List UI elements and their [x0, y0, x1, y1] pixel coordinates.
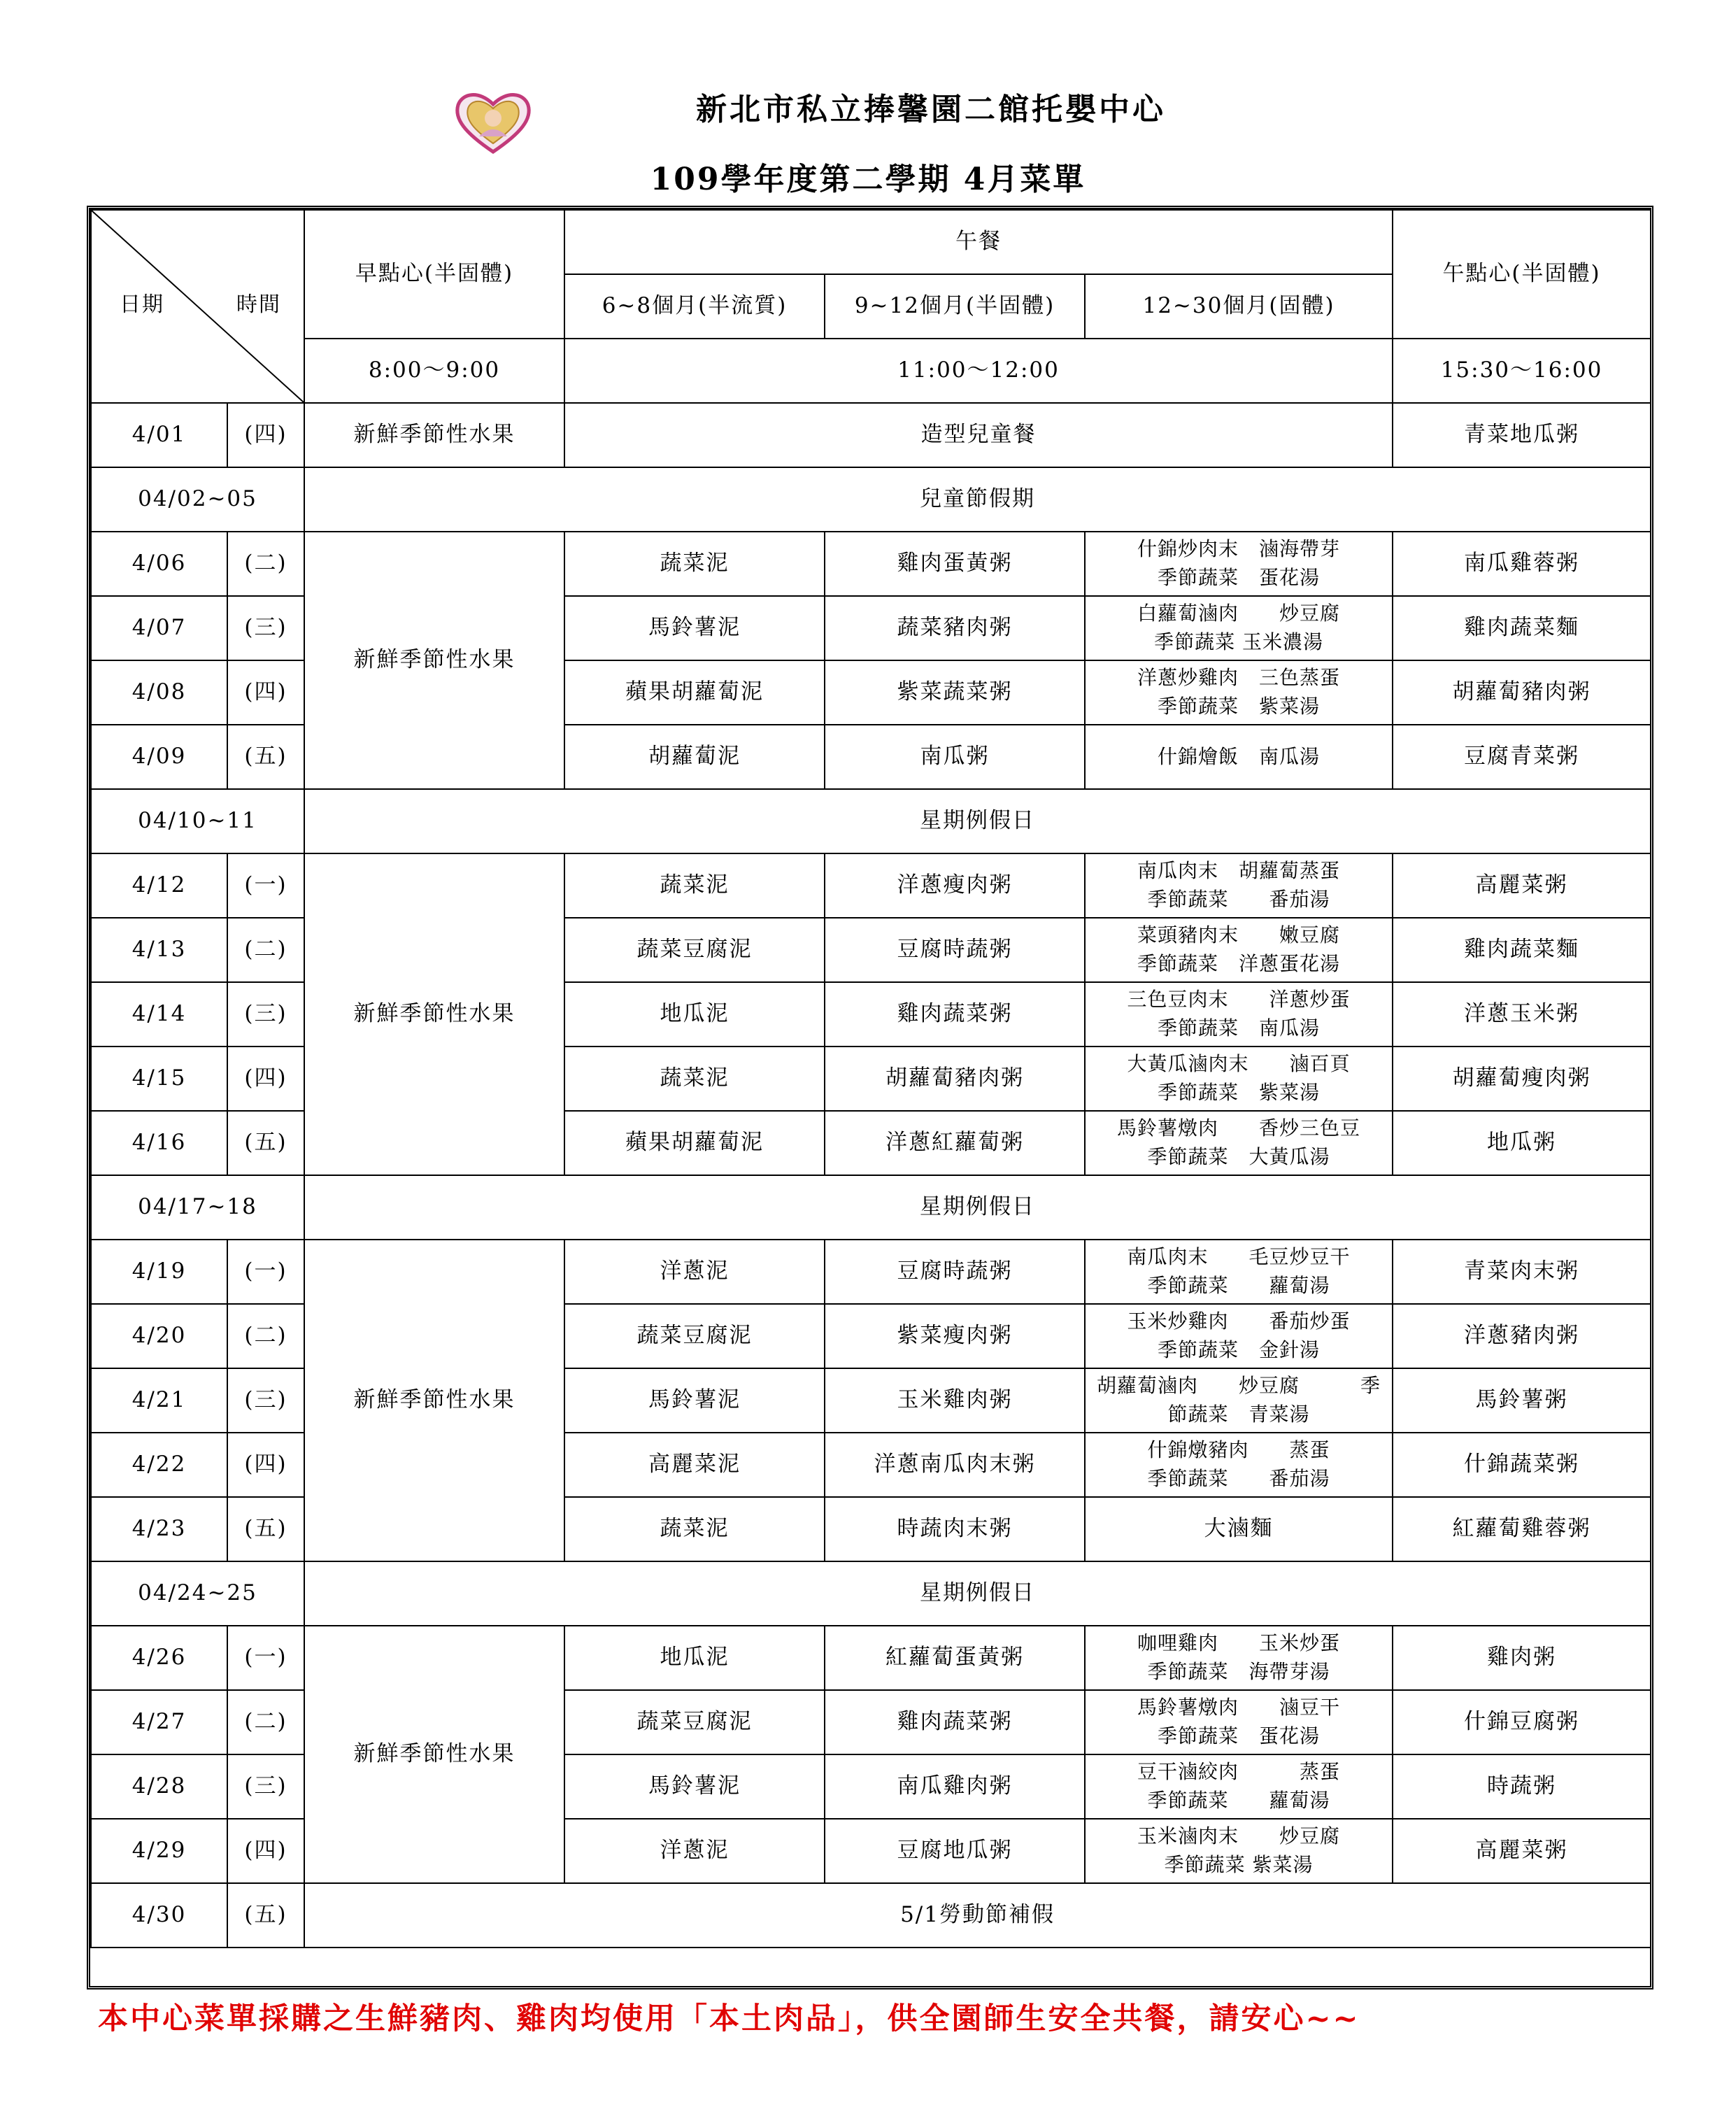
date-cell: 4/29 — [91, 1819, 227, 1883]
dish-line-1: 什錦燉豬肉 蒸蛋 — [1147, 1438, 1330, 1462]
snack-cell: 馬鈴薯粥 — [1393, 1368, 1651, 1433]
date-cell: 4/16 — [91, 1111, 227, 1175]
lunch-9-12-cell: 蔬菜豬肉粥 — [825, 596, 1085, 660]
snack-cell: 紅蘿蔔雞蓉粥 — [1393, 1497, 1651, 1561]
table-row — [91, 403, 1651, 467]
date-cell: 04/17~18 — [91, 1175, 304, 1240]
dish-line-2: 季節蔬菜 蛋花湯 — [1158, 566, 1321, 589]
dish-line-2: 季節蔬菜 番茄湯 — [1147, 888, 1330, 911]
snack-cell: 雞肉蔬菜麵 — [1393, 918, 1651, 982]
dish-line-1: 馬鈴薯燉肉 滷豆干 — [1137, 1696, 1341, 1719]
date-cell: 4/13 — [91, 918, 227, 982]
dish-line-1: 南瓜肉末 胡蘿蔔蒸蛋 — [1137, 859, 1341, 883]
holiday-cell: 星期例假日 — [304, 789, 1651, 853]
dish-line-1: 玉米炒雞肉 番茄炒蛋 — [1127, 1310, 1351, 1333]
holiday-cell: 星期例假日 — [304, 1175, 1651, 1240]
lunch-6-8-cell: 高麗菜泥 — [564, 1433, 825, 1497]
table-row — [91, 1883, 1651, 1948]
lunch-6-8-cell: 蔬菜泥 — [564, 1047, 825, 1111]
snack-cell: 洋蔥玉米粥 — [1393, 982, 1651, 1047]
lunch-6-8-cell: 地瓜泥 — [564, 1626, 825, 1690]
lunch-6-8-cell: 蔬菜泥 — [564, 532, 825, 596]
snack-cell: 青菜地瓜粥 — [1393, 403, 1651, 467]
dish-line-2: 季節蔬菜 番茄湯 — [1147, 1467, 1330, 1490]
snack-cell: 時蔬粥 — [1393, 1754, 1651, 1819]
date-cell: 4/08 — [91, 660, 227, 725]
dish-line-2: 季節蔬菜 紫菜湯 — [1164, 1853, 1314, 1876]
dish-line-1: 咖哩雞肉 玉米炒蛋 — [1137, 1631, 1341, 1655]
dish-line-2: 季節蔬菜 洋蔥蛋花湯 — [1137, 952, 1341, 975]
footer-note: 本中心菜單採購之生鮮豬肉、雞肉均使用「本土肉品」，供全園師生安全共餐，請安心~~ — [98, 2001, 1360, 2036]
date-cell: 4/21 — [91, 1368, 227, 1433]
breakfast-cell: 新鮮季節性水果 — [304, 1626, 564, 1883]
day-cell: (四) — [227, 403, 304, 467]
lunch-12-30-cell — [1085, 918, 1393, 982]
holiday-row — [91, 1561, 1651, 1626]
dish-line-2: 季節蔬菜 蘿蔔湯 — [1147, 1789, 1330, 1812]
time-row — [91, 339, 1651, 403]
date-cell: 4/14 — [91, 982, 227, 1047]
day-cell: (一) — [227, 1626, 304, 1690]
snack-cell: 高麗菜粥 — [1393, 1819, 1651, 1883]
holiday-row — [91, 789, 1651, 853]
dish-line-1: 什錦炒肉末 滷海帶芽 — [1137, 537, 1341, 561]
snack-cell: 什錦豆腐粥 — [1393, 1690, 1651, 1754]
snack-cell: 地瓜粥 — [1393, 1111, 1651, 1175]
lunch-9-12-cell: 南瓜粥 — [825, 725, 1085, 789]
holiday-row — [91, 467, 1651, 532]
time-header: 時間 — [236, 292, 281, 317]
date-header: 日期 — [120, 292, 164, 317]
date-cell: 4/22 — [91, 1433, 227, 1497]
snack-cell: 胡蘿蔔豬肉粥 — [1393, 660, 1651, 725]
lunch-9-12-cell: 洋蔥紅蘿蔔粥 — [825, 1111, 1085, 1175]
date-cell: 4/01 — [91, 403, 227, 467]
date-cell: 4/20 — [91, 1304, 227, 1368]
day-cell: (五) — [227, 1497, 304, 1561]
date-cell: 4/27 — [91, 1690, 227, 1754]
lunch-12-30-cell — [1085, 660, 1393, 725]
lunch-6-8-cell: 蔬菜泥 — [564, 1497, 825, 1561]
day-cell: (四) — [227, 660, 304, 725]
date-time-corner — [91, 210, 304, 403]
page-title: 新北市私立捧馨園二館托嬰中心 — [696, 92, 1166, 127]
dish-line-1: 菜頭豬肉末 嫩豆腐 — [1137, 923, 1341, 947]
day-cell: (三) — [227, 982, 304, 1047]
lunch-9-12-cell: 雞肉蛋黃粥 — [825, 532, 1085, 596]
snack-cell: 豆腐青菜粥 — [1393, 725, 1651, 789]
lunch-9-12-cell: 雞肉蔬菜粥 — [825, 1690, 1085, 1754]
lunch-6-8-cell: 馬鈴薯泥 — [564, 1368, 825, 1433]
breakfast-cell: 新鮮季節性水果 — [304, 1240, 564, 1561]
date-cell: 4/15 — [91, 1047, 227, 1111]
lunch-9-12-cell: 豆腐時蔬粥 — [825, 918, 1085, 982]
dish-line-2: 季節蔬菜 蘿蔔湯 — [1147, 1274, 1330, 1297]
holiday-cell: 5/1勞動節補假 — [304, 1883, 1651, 1948]
lunch-6-8-cell: 蘋果胡蘿蔔泥 — [564, 660, 825, 725]
lunch-6-8-cell: 蔬菜豆腐泥 — [564, 1690, 825, 1754]
day-cell: (二) — [227, 918, 304, 982]
snack-time: 15:30～16:00 — [1393, 339, 1651, 403]
lunch-12-30-cell — [1085, 725, 1393, 789]
day-cell: (二) — [227, 1304, 304, 1368]
lunch-6-8-cell: 蔬菜豆腐泥 — [564, 918, 825, 982]
day-cell: (四) — [227, 1047, 304, 1111]
lunch-6-8-cell: 馬鈴薯泥 — [564, 1754, 825, 1819]
lunch-12-30-cell — [1085, 1368, 1393, 1433]
snack-cell: 南瓜雞蓉粥 — [1393, 532, 1651, 596]
lunch-cell: 造型兒童餐 — [564, 403, 1393, 467]
date-cell: 4/09 — [91, 725, 227, 789]
lunch-9-12-cell: 豆腐地瓜粥 — [825, 1819, 1085, 1883]
day-cell: (一) — [227, 853, 304, 918]
lunch-6-8-header: 6~8個月(半流質) — [564, 274, 825, 339]
holiday-row — [91, 1175, 1651, 1240]
lunch-12-30-cell — [1085, 1433, 1393, 1497]
lunch-9-12-cell: 胡蘿蔔豬肉粥 — [825, 1047, 1085, 1111]
lunch-12-30-cell — [1085, 1626, 1393, 1690]
snack-cell: 胡蘿蔔瘦肉粥 — [1393, 1047, 1651, 1111]
date-cell: 4/26 — [91, 1626, 227, 1690]
lunch-header: 午餐 — [564, 210, 1393, 274]
lunch-12-30-cell — [1085, 1819, 1393, 1883]
dish-line-1: 胡蘿蔔滷肉 炒豆腐 季 — [1097, 1374, 1381, 1398]
lunch-6-8-cell: 蘋果胡蘿蔔泥 — [564, 1111, 825, 1175]
table-row — [91, 532, 1651, 596]
lunch-12-30-header: 12~30個月(固體) — [1085, 274, 1393, 339]
lunch-9-12-cell: 洋蔥瘦肉粥 — [825, 853, 1085, 918]
menu-table — [90, 209, 1651, 1948]
snack-cell: 雞肉粥 — [1393, 1626, 1651, 1690]
lunch-6-8-cell: 洋蔥泥 — [564, 1819, 825, 1883]
date-cell: 4/23 — [91, 1497, 227, 1561]
lunch-6-8-cell: 洋蔥泥 — [564, 1240, 825, 1304]
dish-line-2: 季節蔬菜 玉米濃湯 — [1154, 630, 1323, 653]
dish-line-1: 玉米滷肉末 炒豆腐 — [1137, 1824, 1341, 1848]
lunch-12-30-cell — [1085, 596, 1393, 660]
header-row — [91, 210, 1651, 274]
holiday-cell: 兒童節假期 — [304, 467, 1651, 532]
lunch-9-12-cell: 南瓜雞肉粥 — [825, 1754, 1085, 1819]
lunch-12-30-cell — [1085, 853, 1393, 918]
day-cell: (三) — [227, 1368, 304, 1433]
lunch-6-8-cell: 蔬菜泥 — [564, 853, 825, 918]
dish-line-2: 季節蔬菜 蛋花湯 — [1158, 1724, 1321, 1747]
table-row — [91, 1626, 1651, 1690]
lunch-time: 11:00～12:00 — [564, 339, 1393, 403]
breakfast-cell: 新鮮季節性水果 — [304, 853, 564, 1175]
lunch-12-30-cell — [1085, 1047, 1393, 1111]
day-cell: (二) — [227, 1690, 304, 1754]
day-cell: (二) — [227, 532, 304, 596]
lunch-9-12-cell: 洋蔥南瓜肉末粥 — [825, 1433, 1085, 1497]
lunch-12-30-cell — [1085, 1111, 1393, 1175]
dish-line-2: 節蔬菜 青菜湯 — [1167, 1403, 1310, 1426]
dish-line-2: 季節蔬菜 海帶芽湯 — [1147, 1660, 1330, 1683]
dish-line-2: 季節蔬菜 大黃瓜湯 — [1147, 1145, 1330, 1168]
snack-cell: 高麗菜粥 — [1393, 853, 1651, 918]
date-cell: 4/12 — [91, 853, 227, 918]
lunch-12-30-cell: 大滷麵 — [1085, 1497, 1393, 1561]
lunch-12-30-cell — [1085, 1240, 1393, 1304]
holiday-cell: 星期例假日 — [304, 1561, 1651, 1626]
dish-line-2: 季節蔬菜 紫菜湯 — [1158, 1081, 1321, 1104]
breakfast-cell: 新鮮季節性水果 — [304, 532, 564, 789]
date-cell: 4/07 — [91, 596, 227, 660]
snack-cell: 青菜肉末粥 — [1393, 1240, 1651, 1304]
dish-line-1: 什錦燴飯 南瓜湯 — [1158, 744, 1321, 768]
snack-cell: 什錦蔬菜粥 — [1393, 1433, 1651, 1497]
lunch-9-12-cell: 時蔬肉末粥 — [825, 1497, 1085, 1561]
lunch-12-30-cell — [1085, 532, 1393, 596]
lunch-12-30-cell — [1085, 982, 1393, 1047]
dish-line-2: 季節蔬菜 南瓜湯 — [1158, 1016, 1321, 1040]
lunch-12-30-cell — [1085, 1690, 1393, 1754]
date-cell: 04/24~25 — [91, 1561, 304, 1626]
breakfast-cell: 新鮮季節性水果 — [304, 403, 564, 467]
day-cell: (四) — [227, 1433, 304, 1497]
date-cell: 4/30 — [91, 1883, 227, 1948]
date-cell: 4/06 — [91, 532, 227, 596]
lunch-6-8-cell: 胡蘿蔔泥 — [564, 725, 825, 789]
lunch-6-8-cell: 馬鈴薯泥 — [564, 596, 825, 660]
day-cell: (五) — [227, 1883, 304, 1948]
lunch-12-30-cell — [1085, 1304, 1393, 1368]
lunch-9-12-cell: 紅蘿蔔蛋黃粥 — [825, 1626, 1085, 1690]
day-cell: (三) — [227, 596, 304, 660]
day-cell: (五) — [227, 1111, 304, 1175]
dish-line-1: 洋蔥炒雞肉 三色蒸蛋 — [1137, 666, 1341, 690]
breakfast-time: 8:00～9:00 — [304, 339, 564, 403]
lunch-9-12-cell: 玉米雞肉粥 — [825, 1368, 1085, 1433]
snack-cell: 洋蔥豬肉粥 — [1393, 1304, 1651, 1368]
lunch-9-12-cell: 紫菜瘦肉粥 — [825, 1304, 1085, 1368]
table-row — [91, 1240, 1651, 1304]
snack-cell: 雞肉蔬菜麵 — [1393, 596, 1651, 660]
page-subtitle: 109學年度第二學期 4月菜單 — [650, 162, 1086, 197]
day-cell: (一) — [227, 1240, 304, 1304]
dish-line-1: 白蘿蔔滷肉 炒豆腐 — [1137, 602, 1341, 625]
date-cell: 04/10~11 — [91, 789, 304, 853]
date-cell: 04/02~05 — [91, 467, 304, 532]
dish-line-2: 季節蔬菜 金針湯 — [1158, 1338, 1321, 1361]
dish-line-1: 豆干滷絞肉 蒸蛋 — [1137, 1760, 1341, 1784]
day-cell: (三) — [227, 1754, 304, 1819]
dish-line-1: 馬鈴薯燉肉 香炒三色豆 — [1117, 1116, 1361, 1140]
lunch-12-30-cell — [1085, 1754, 1393, 1819]
table-row — [91, 853, 1651, 918]
lunch-6-8-cell: 地瓜泥 — [564, 982, 825, 1047]
dish-line-2: 季節蔬菜 紫菜湯 — [1158, 695, 1321, 718]
dish-line-1: 三色豆肉末 洋蔥炒蛋 — [1127, 988, 1351, 1012]
lunch-9-12-header: 9~12個月(半固體) — [825, 274, 1085, 339]
date-cell: 4/19 — [91, 1240, 227, 1304]
lunch-9-12-cell: 紫菜蔬菜粥 — [825, 660, 1085, 725]
breakfast-header: 早點心(半固體) — [304, 210, 564, 339]
lunch-9-12-cell: 雞肉蔬菜粥 — [825, 982, 1085, 1047]
day-cell: (五) — [227, 725, 304, 789]
snack-header: 午點心(半固體) — [1393, 210, 1651, 339]
day-cell: (四) — [227, 1819, 304, 1883]
dish-line-1: 大黃瓜滷肉末 滷百頁 — [1127, 1052, 1351, 1076]
date-cell: 4/28 — [91, 1754, 227, 1819]
dish-line-1: 南瓜肉末 毛豆炒豆干 — [1127, 1245, 1351, 1269]
lunch-6-8-cell: 蔬菜豆腐泥 — [564, 1304, 825, 1368]
lunch-9-12-cell: 豆腐時蔬粥 — [825, 1240, 1085, 1304]
